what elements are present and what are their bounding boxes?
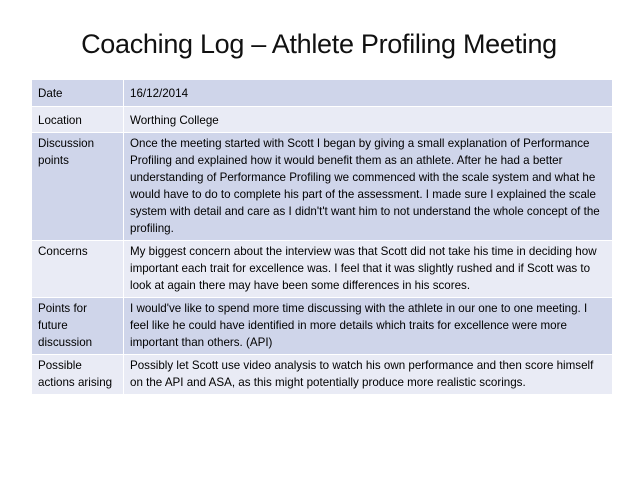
row-label-concerns: Concerns <box>32 241 124 298</box>
table-row-concerns <box>32 241 613 298</box>
row-value-possible-actions-arising: Possibly let Scott use video analysis to watch his own performance and then score himself on the API and ASA, as this might potentially produce more realistic scorings. <box>124 355 613 395</box>
row-value-discussion-points: Once the meeting started with Scott I began by giving a small explanation of Performance Profiling and explained how it would benefit them as an athlete. After he had a better understanding of Performance Profiling we commenced with the scale system and what he would have to do to complete his part of the assessment. I made sure I explained the scale system with detail and care as I didn't't want him to not understand the whole concept of the profiling. <box>124 133 613 241</box>
row-value-date: 16/12/2014 <box>124 80 613 107</box>
table-row-date <box>32 80 613 107</box>
table-row-points-for-future-discussion <box>32 298 613 355</box>
row-label-points-for-future-discussion: Points for future discussion <box>32 298 124 355</box>
table-row-possible-actions-arising <box>32 355 613 395</box>
table-row-location <box>32 107 613 133</box>
row-value-concerns: My biggest concern about the interview was that Scott did not take his time in deciding how important each trait for excellence was. I feel that it was slightly rushed and if Scott was to look at again there may have been some differences in his scores. <box>124 241 613 298</box>
row-value-location: Worthing College <box>124 107 613 133</box>
coaching-log-table <box>31 79 613 395</box>
row-label-location: Location <box>32 107 124 133</box>
row-label-date: Date <box>32 80 124 107</box>
row-label-possible-actions-arising: Possible actions arising <box>32 355 124 395</box>
table-row-discussion-points <box>32 133 613 241</box>
page-title: Coaching Log – Athlete Profiling Meeting <box>81 29 557 59</box>
row-label-discussion-points: Discussion points <box>32 133 124 241</box>
row-value-points-for-future-discussion: I would've like to spend more time discussing with the athlete in our one to one meeting. I feel like he could have identified in more details which traits for excellence were more important than others. (API) <box>124 298 613 355</box>
